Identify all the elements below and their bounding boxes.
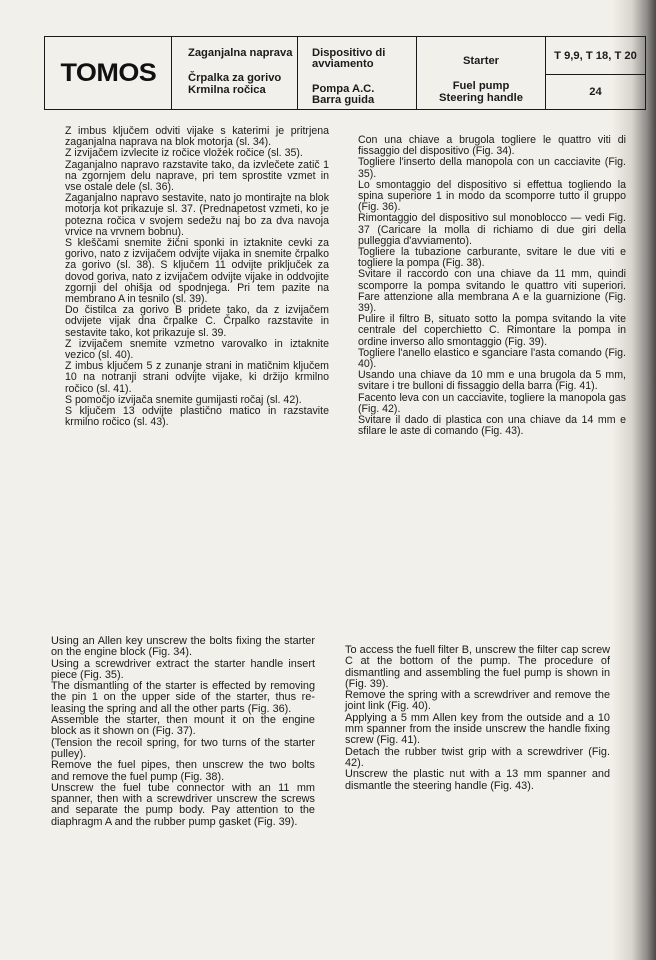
italian-paragraph: Facento leva con un cacciavite, togliere la manopola gas (Fig. 42).	[358, 391, 626, 415]
slovene-paragraph: Zaganjalno napravo sestavite, nato jo montirajte na blok motorja kot prikazuje sl. 37. (Prednapetost vzmeti, ko je potezna ročica v svojem sedežu naj bo za dva navoja vrvice na vrvnem bobnu).	[65, 192, 329, 238]
english-paragraph: Unscrew the plastic nut with a 13 mm spanner and dismantle the steering handle (Fig. 43).	[345, 768, 610, 792]
english-paragraph: Using an Allen key unscrew the bolts fixing the starter on the engine block (Fig. 34).	[51, 635, 315, 659]
tomos-logo: TOMOS	[60, 58, 156, 87]
slovene-paragraph: S ključem 13 odvijte plastično matico in razstavite krmilno ročico (sl. 43).	[65, 405, 329, 429]
model-list: T 9,9, T 18, T 20	[546, 37, 645, 75]
slovene-paragraph: S kleščami snemite žični sponki in iztaknite cevki za gorivo, nato z izvijačem odvijte vijaka in snemite črpalko za gorivo (sl. 38). S ključem 11 odvijte priključek za dovod goriva, nato z izvijačem odvijte vijake in oddvojite zgornji del ohišja od spodnjega. Pri tem pazite na membrano A in tesnilo (sl. 39).	[65, 237, 329, 306]
italian-paragraph: Togliere l'inserto della manopola con un cacciavite (Fig. 35).	[358, 156, 626, 180]
english-paragraph: Remove the fuel pipes, then unscrew the two bolts and remove the fuel pump (Fig. 38).	[51, 759, 315, 783]
english-paragraph: Unscrew the fuel tube connector with an 11 mm spanner, then with a screwdriver unscrew the screws and separate the pump body. Pay attention to the diaphragm A and the rubber pump gasket (Fig. 39).	[51, 781, 315, 828]
slovene-paragraph: Zaganjalno napravo razstavite tako, da izvlečete zatič 1 na zgornjem delu naprave, pri tem sprostite vzmet in vse ostale dele (sl. 36).	[65, 158, 329, 194]
english-text-block-right	[345, 645, 610, 792]
italian-title-starter-line1: Dispositivo di	[312, 47, 386, 59]
slovene-title-pump-handle	[188, 72, 281, 96]
italian-title-starter-line2: avviamento	[312, 58, 374, 70]
english-paragraph: Remove the spring with a screwdriver and remove the joint link (Fig. 40).	[345, 689, 610, 713]
english-paragraph: (Tension the recoil spring, for two turns of the starter pulley).	[51, 736, 315, 760]
italian-paragraph: Svitare il dado di plastica con una chiave da 14 mm e sfilare le aste di comando (Fig. 43).	[358, 414, 626, 438]
italian-paragraph: Con una chiave a brugola togliere le quattro viti di fissaggio del dispositivo (Fig. 34).	[358, 134, 626, 158]
model-page-cell	[546, 37, 645, 109]
english-title-handle: Steering handle	[439, 92, 523, 104]
slovene-paragraph: Z izvijačem izvlecite iz ročice vložek ročice (sl. 35).	[65, 147, 303, 160]
english-paragraph: Applying a 5 mm Allen key from the outside and a 10 mm spanner from the inside unscrew the handle fixing screw (Fig. 41).	[345, 711, 610, 747]
english-text-block-left	[51, 636, 315, 828]
page-number: 24	[589, 86, 602, 98]
italian-title-pump-handle	[312, 84, 374, 106]
italian-title-pump: Pompa A.C.	[312, 83, 375, 95]
italian-paragraph: Togliere la tubazione carburante, svitare le due viti e togliere la pompa (Fig. 38).	[358, 246, 626, 270]
italian-paragraph: Svitare il raccordo con una chiave da 11 mm, quindi scomporre la pompa svitando le quattro viti superiori. Fare attenzione alla membrana A e la guarnizione (Fig. 39).	[358, 268, 626, 315]
slovene-title-starter: Zaganjalna naprava	[188, 47, 293, 59]
slovene-paragraph: Z izvijačem snemite vzmetno varovalko in iztaknite vezico (sl. 40).	[65, 337, 329, 362]
italian-paragraph: Togliere l'anello elastico e sganciare l'asta comando (Fig. 40).	[358, 346, 626, 371]
slovene-title-cell	[172, 37, 298, 109]
italian-paragraph: Pulire il filtro B, situato sotto la pompa svitando la vite centrale del coperchietto C. Rimontare la pompa in ordine inverso allo smontaggio (Fig. 39).	[358, 313, 626, 348]
italian-paragraph: Rimontaggio del dispositivo sul monoblocco — vedi Fig. 37 (Caricare la molla di richiamo di due giri della pulleggia d'avviamento).	[358, 212, 626, 247]
english-paragraph: To access the fuell filter B, unscrew the filter cap screw C at the bottom of the pump. The procedure of dismantling and assembling the fuel pump is shown in (Fig. 39).	[345, 644, 610, 690]
slovene-title-pump: Črpalka za gorivo	[188, 72, 282, 84]
english-paragraph: Assemble the starter, then mount it on the engine block as it shown on (Fig. 37).	[51, 714, 315, 738]
slovene-title-handle: Krmilna ročica	[188, 84, 266, 96]
italian-text-block	[358, 135, 626, 437]
slovene-paragraph: Z imbus ključem 5 z zunanje strani in matičnim ključem 10 na notranji strani odvijte vijake, ki držijo krmilno ročico (sl. 41).	[65, 360, 329, 395]
logo-cell	[45, 37, 172, 109]
slovene-paragraph: Z imbus ključem odviti vijake s katerimi je pritrjena zaganjalna naprava na blok motorja (sl. 34).	[65, 125, 329, 149]
italian-title-cell	[298, 37, 417, 109]
english-title-pump-handle	[417, 80, 545, 104]
english-title-pump: Fuel pump	[452, 80, 510, 92]
english-paragraph: Detach the rubber twist grip with a screwdriver (Fig. 42).	[345, 745, 610, 769]
english-paragraph: The dismantling of the starter is effected by removing the pin 1 on the upper side of the starter, thus releasing the spring and all the other parts (Fig. 36).	[51, 680, 315, 715]
english-title-cell	[417, 37, 546, 109]
english-title-starter: Starter	[462, 55, 500, 67]
italian-paragraph: Lo smontaggio del dispositivo si effettua togliendo la spina superiore 1 in modo da scomporre tutto il gruppo (Fig. 36).	[358, 178, 626, 214]
slovene-paragraph: Do čistilca za gorivo B pridete tako, da z izvijačem odvijete vijak dna črpalke C. Črpalko razstavite in sestavite tako, kot prikazuje sl. 39.	[65, 304, 329, 339]
page-header	[44, 36, 646, 110]
slovene-text-block	[65, 126, 329, 428]
italian-paragraph: Usando una chiave da 10 mm e una brugola da 5 mm, svitare i tre bulloni di fissaggio della barra (Fig. 41).	[358, 369, 626, 393]
slovene-paragraph: S pomočjo izvijača snemite gumijasti ročaj (sl. 42).	[65, 393, 302, 406]
italian-title-starter	[312, 48, 385, 70]
italian-title-handle: Barra guida	[312, 94, 375, 106]
english-paragraph: Using a screwdriver extract the starter handle insert piece (Fig. 35).	[51, 657, 315, 681]
